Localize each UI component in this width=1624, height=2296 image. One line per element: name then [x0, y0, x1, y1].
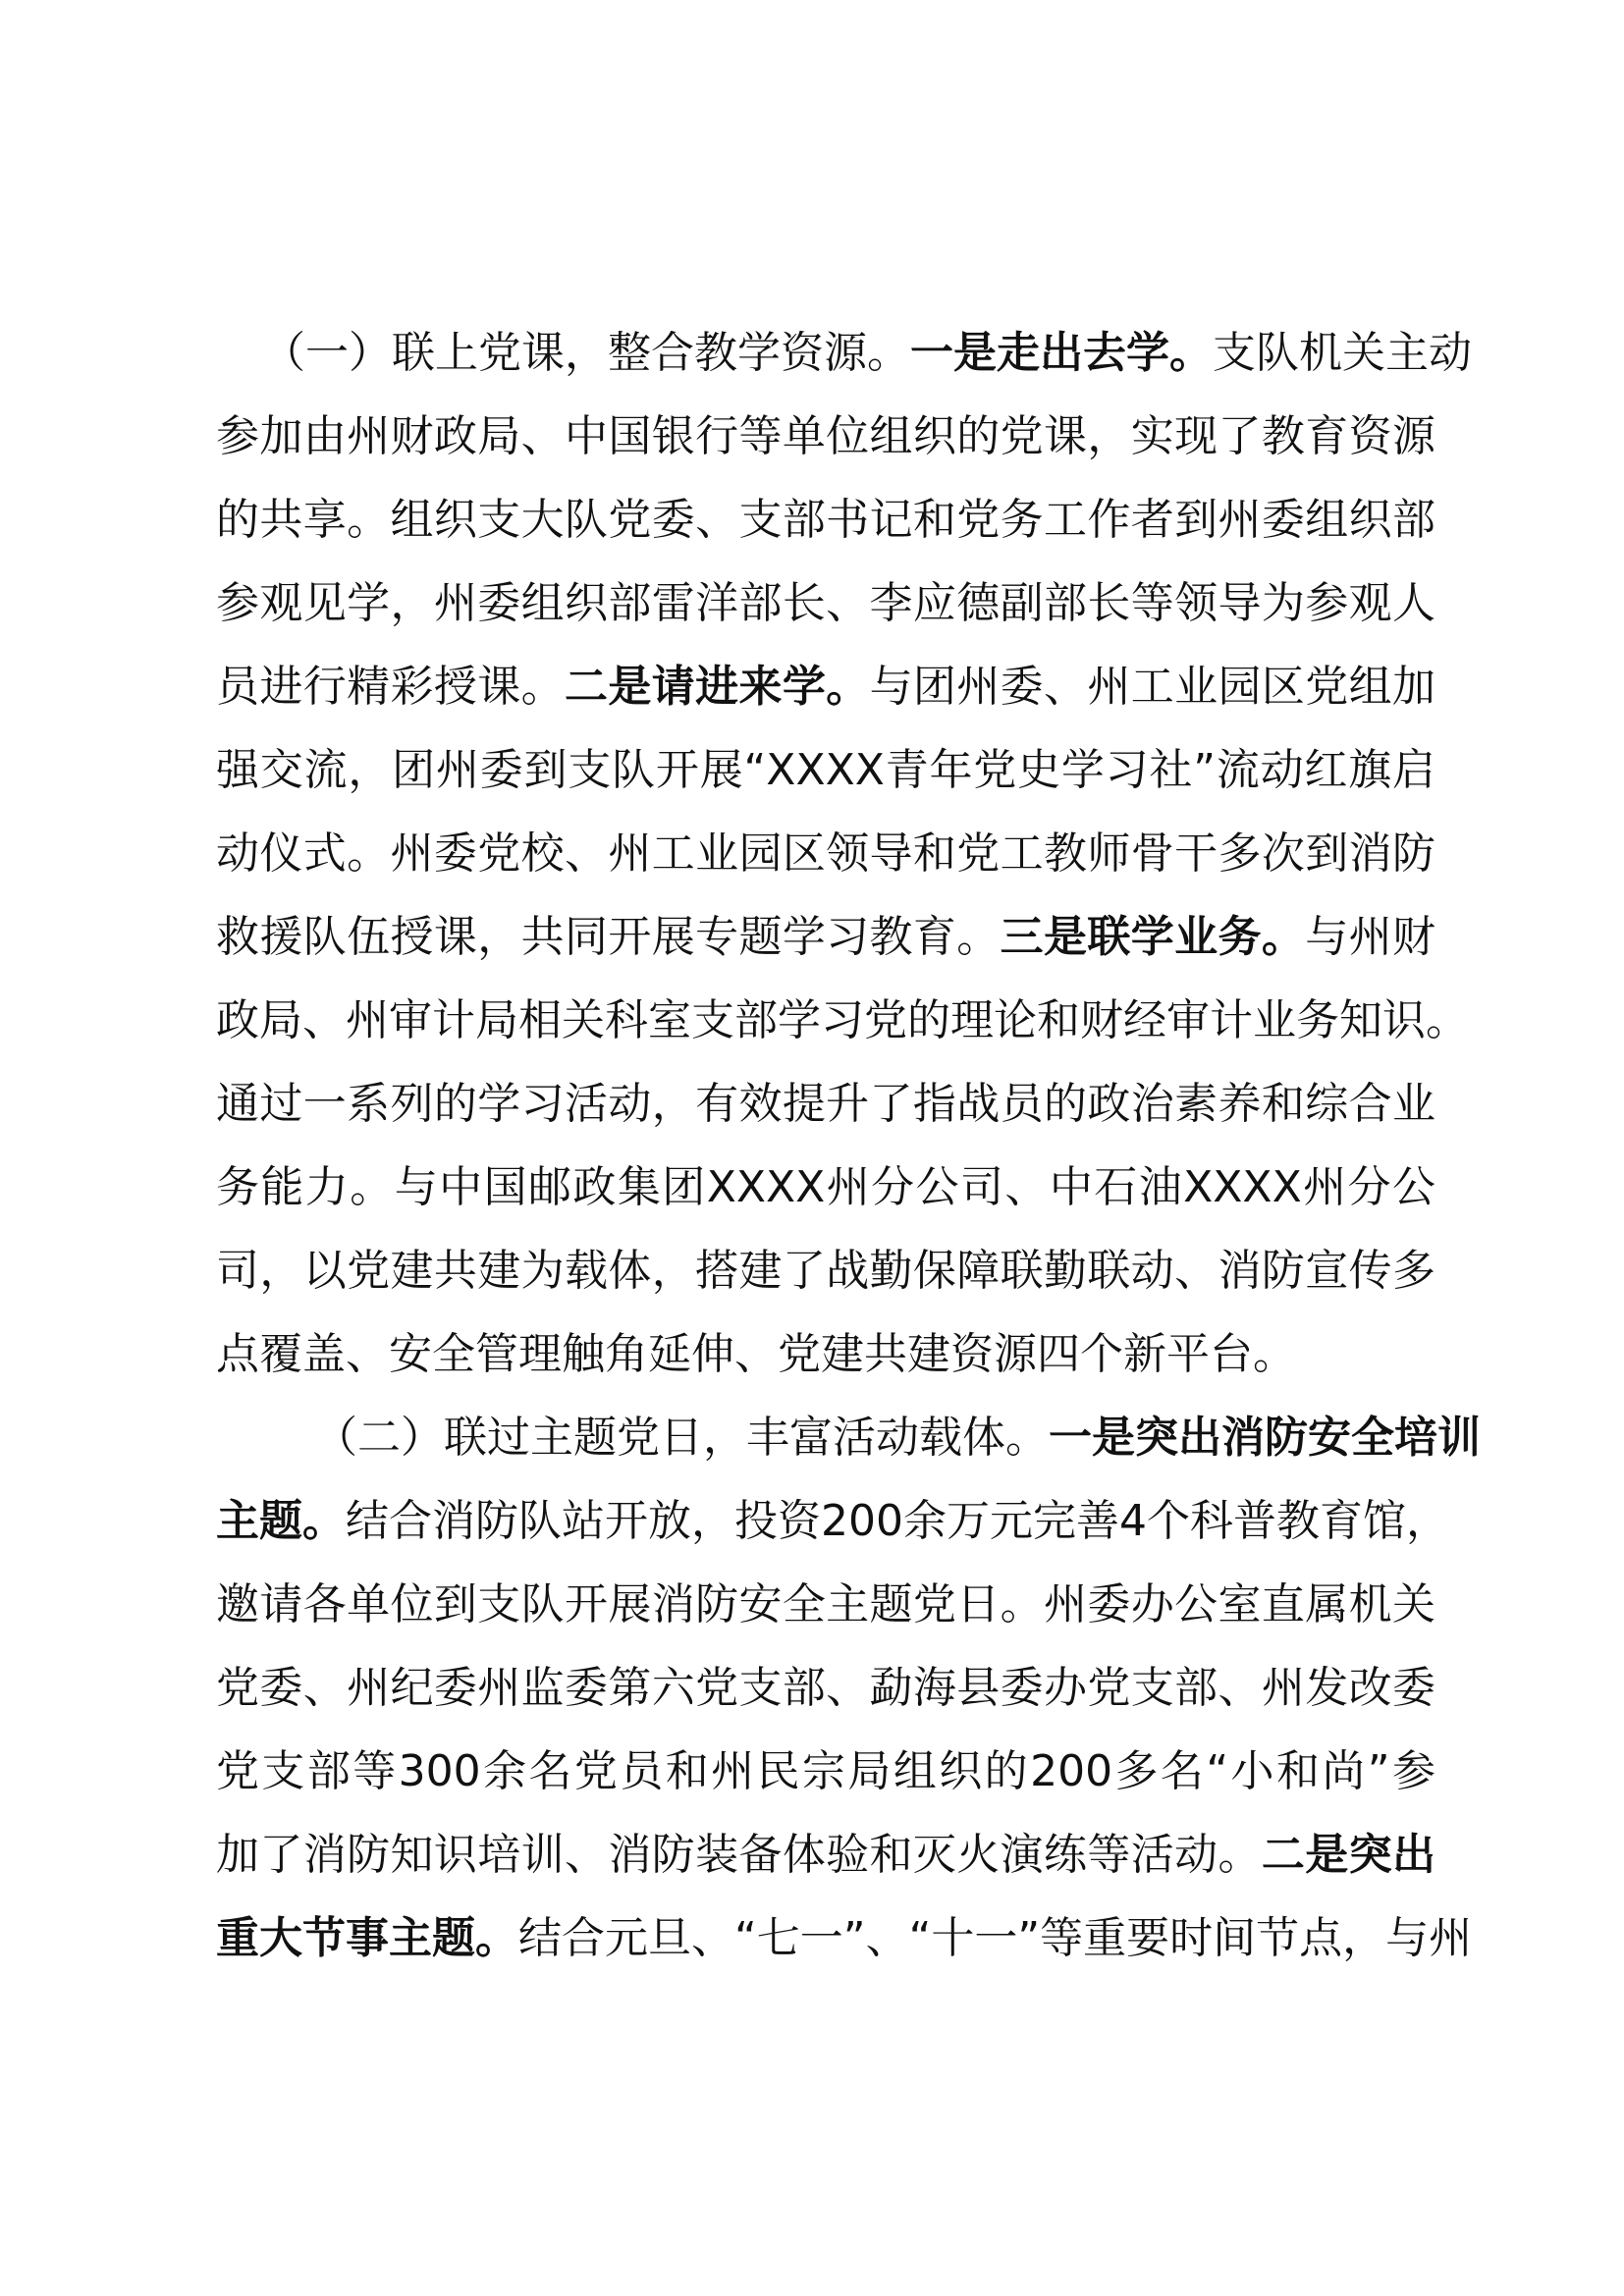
text-line: [216, 1740, 1435, 1803]
body-text: 强交流，团州委到支队开展“XXXX青年党史学习社”流动红旗启: [216, 745, 1435, 795]
text-line: [216, 1323, 1435, 1386]
body-text: 司，以党建共建为载体，搭建了战勤保障联勤联动、消防宣传多: [216, 1246, 1435, 1296]
bold-heading-text: 二是突出: [1261, 1830, 1436, 1880]
text-line: [216, 1240, 1435, 1303]
text-line: [216, 989, 1469, 1052]
text-line: [216, 656, 1435, 719]
body-text: 党支部等300余名党员和州民宗局组织的200多名“小和尚”参: [216, 1746, 1435, 1796]
body-text: 参加由州财政局、中国银行等单位组织的党课，实现了教育资源: [216, 411, 1435, 461]
body-text: 动仪式。州委党校、州工业园区领导和党工教师骨干多次到消防: [216, 828, 1435, 879]
body-text: （一）联上党课，整合教学资源。: [262, 328, 910, 378]
bold-heading-text: 重大节事主题。: [216, 1913, 518, 1963]
text-line: [216, 906, 1435, 969]
text-line: [216, 1574, 1435, 1636]
text-line: [216, 405, 1435, 468]
text-line: [216, 1073, 1435, 1136]
body-text: 点覆盖、安全管理触角延伸、党建共建资源四个新平台。: [216, 1329, 1296, 1379]
body-text: 邀请各单位到支队开展消防安全主题党日。州委办公室直属机关: [216, 1579, 1435, 1629]
body-text: 结合消防队站开放，投资200余万元完善4个科普教育馆，: [346, 1496, 1449, 1546]
body-text: 与团州委、州工业园区党组加: [869, 662, 1436, 712]
body-text: 加了消防知识培训、消防装备体验和灭火演练等活动。: [216, 1830, 1262, 1880]
text-line: [216, 1824, 1435, 1887]
text-line: [216, 489, 1435, 552]
body-text: 政局、州审计局相关科室支部学习党的理论和财经审计业务知识。: [216, 995, 1469, 1045]
body-text: 通过一系列的学习活动，有效提升了指战员的政治素养和综合业: [216, 1079, 1435, 1129]
text-line: [216, 1907, 1473, 1970]
text-line: [262, 322, 1472, 385]
text-line: [216, 823, 1435, 885]
bold-heading-text: 一是突出消防安全培训: [1049, 1413, 1481, 1463]
bold-heading-text: 三是联学业务。: [1000, 912, 1306, 962]
text-line: [216, 739, 1435, 802]
body-text: 的共享。组织支大队党委、支部书记和党务工作者到州委组织部: [216, 495, 1435, 545]
body-text: 结合元旦、“七一”、“十一”等重要时间节点，与州: [518, 1913, 1473, 1963]
body-text: 参观见学，州委组织部雷洋部长、李应德副部长等领导为参观人: [216, 578, 1435, 628]
body-text: 党委、州纪委州监委第六党支部、勐海县委办党支部、州发改委: [216, 1663, 1435, 1713]
text-line: [216, 1490, 1449, 1553]
body-text: 支队机关主动: [1213, 328, 1472, 378]
body-text: 与州财: [1305, 912, 1436, 962]
text-line: [216, 572, 1435, 635]
bold-heading-text: 主题。: [216, 1496, 346, 1546]
text-line: [314, 1407, 1481, 1469]
body-text: 务能力。与中国邮政集团XXXX州分公司、中石油XXXX州分公: [216, 1162, 1435, 1212]
body-text: 员进行精彩授课。: [216, 662, 565, 712]
body-text: （二）联过主题党日，丰富活动载体。: [314, 1413, 1049, 1463]
text-line: [216, 1657, 1435, 1720]
bold-heading-text: 一是走出去学。: [910, 328, 1213, 378]
text-line: [216, 1156, 1435, 1219]
bold-heading-text: 二是请进来学。: [564, 662, 870, 712]
body-text: 救援队伍授课，共同开展专题学习教育。: [216, 912, 1001, 962]
